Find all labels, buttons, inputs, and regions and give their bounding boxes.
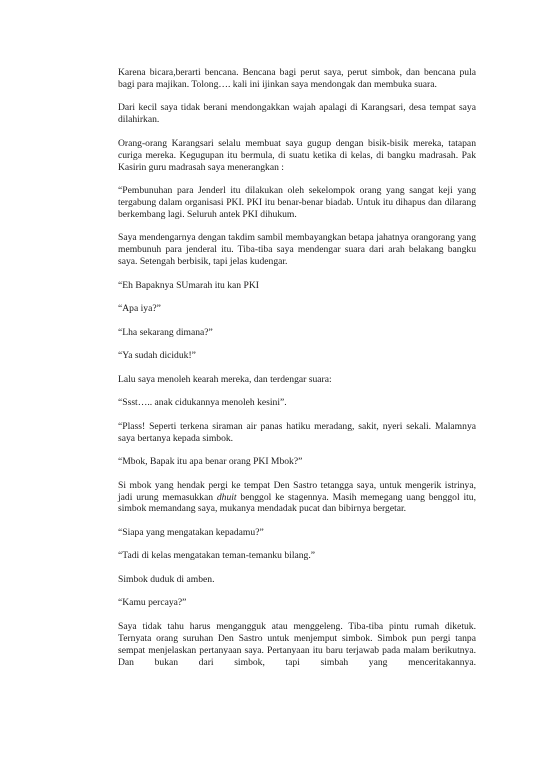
paragraph-3: Orang-orang Karangsari selalu membuat saya gugup dengan bisik-bisik mereka, tatapan curiga mereka. Kegugupan itu bermula, di suatu ketika di kelas, di bangku madrasah. Pak Kasirin guru madrasah saya menerangkan : <box>118 137 476 173</box>
dialogue-line-1: “Eh Bapaknya SUmarah itu kan PKI <box>118 279 259 291</box>
dialogue-line-7: “Siapa yang mengatakan kepadamu?” <box>118 526 264 538</box>
dialogue-line-9: “Kamu percaya?” <box>118 597 187 609</box>
dialogue-line-4: “Ya sudah diciduk!” <box>118 350 196 362</box>
paragraph-6: Lalu saya menoleh kearah mereka, dan terdengar suara: <box>118 373 332 385</box>
dialogue-line-3: “Lha sekarang dimana?” <box>118 326 213 338</box>
dialogue-line-8: “Tadi di kelas mengatakan teman-temanku bilang.” <box>118 550 315 562</box>
paragraph-7: “Plass! Seperti terkena siraman air panas hatiku meradang, sakit, nyeri sekali. Malamnya saya bertanya kepada simbok. <box>118 420 476 444</box>
paragraph-8-before: Si mbok yang hendak pergi ke tempat Den Sastro tetangga saya, untuk mengerik istrinya, jadi urung memasukkan <box>118 479 476 503</box>
paragraph-2: Dari kecil saya tidak berani mendongakkan wajah apalagi di Karangsari, desa tempat saya dilahirkan. <box>118 102 476 126</box>
paragraph-5: Saya mendengarnya dengan takdim sambil membayangkan betapa jahatnya orangorang yang membunuh para jenderal itu. Tiba-tiba saya mendengar suara dari arah belakang bangku saya. Setengah berbisik, tapi jelas kudengar. <box>118 232 476 268</box>
dialogue-line-6: “Mbok, Bapak itu apa benar orang PKI Mbok?” <box>118 456 303 468</box>
paragraph-10: Saya tidak tahu harus mengangguk atau menggeleng. Tiba-tiba pintu rumah diketuk. Ternyata orang suruhan Den Sastro untuk menjemput simbok. Simbok pun pergi tanpa sempat menjelaskan pertanyaan saya. Pertanyaan itu baru terjawab pada malam berikutnya. Dan bukan dari simbok, tapi simbah yang menceritakannya. <box>118 620 476 668</box>
document-page <box>118 67 476 680</box>
paragraph-1: Karena bicara,berarti bencana. Bencana bagi perut saya, perut simbok, dan bencana pula bagi para majikan. Tolong…. kali ini ijinkan saya mendongak dan membuka suara. <box>118 67 476 90</box>
paragraph-9: Simbok duduk di amben. <box>118 573 215 585</box>
paragraph-8-after: benggol ke stagennya. Masih memegang uang benggol itu, simbok memandang saya, mukanya mendadak pucat dan bibirnya bergetar. <box>118 491 476 515</box>
paragraph-8-italic-word: dhuit <box>216 491 237 503</box>
paragraph-8 <box>118 480 476 516</box>
dialogue-line-2: “Apa iya?” <box>118 303 161 315</box>
paragraph-4: “Pembunuhan para Jenderl itu dilakukan oleh sekelompok orang yang sangat keji yang tergabung dalam organisasi PKI. PKI itu benar-benar biadab. Untuk itu dihapus dan dilarang berkembang lagi. Seluruh antek PKI dihukum. <box>118 185 476 220</box>
dialogue-line-5: “Ssst….. anak cidukannya menoleh kesini”. <box>118 397 287 409</box>
